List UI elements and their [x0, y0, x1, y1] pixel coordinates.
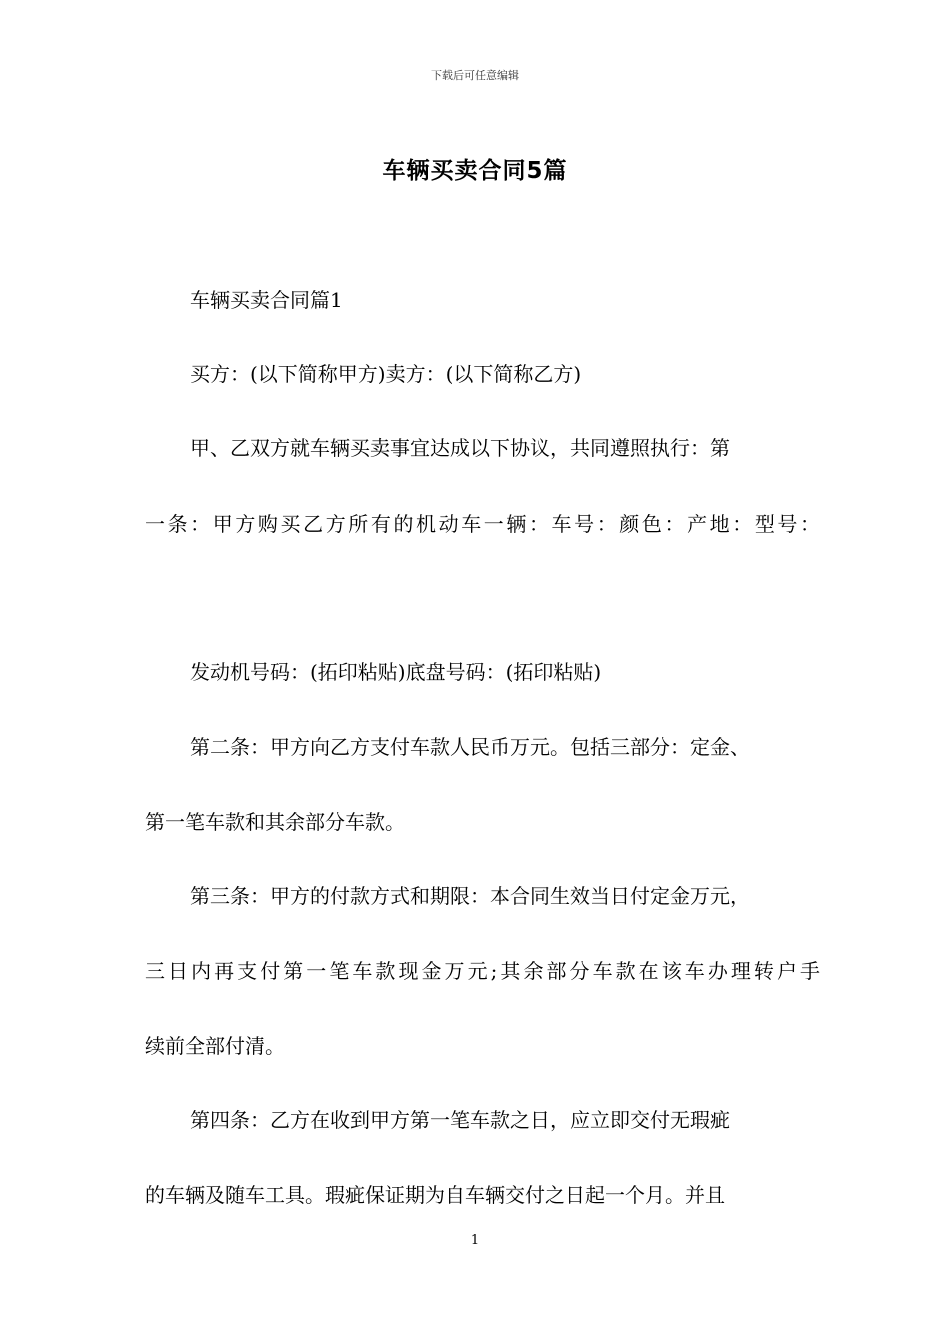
paragraph-line: 发动机号码：(拓印粘贴)底盘号码：(拓印粘贴)	[190, 660, 602, 684]
paragraph-line: 第一笔车款和其余部分车款。	[145, 810, 405, 834]
paragraph-line: 甲、乙双方就车辆买卖事宜达成以下协议，共同遵照执行：第	[190, 436, 730, 460]
paragraph-line: 三日内再支付第一笔车款现金万元;其余部分车款在该车办理转户手	[145, 959, 820, 983]
paragraph-line: 买方：(以下简称甲方)卖方：(以下简称乙方)	[190, 362, 582, 386]
paragraph-line: 第三条：甲方的付款方式和期限：本合同生效当日付定金万元，	[190, 884, 750, 908]
section-heading: 车辆买卖合同篇1	[190, 288, 343, 312]
paragraph-line: 一条：甲方购买乙方所有的机动车一辆：车号：颜色：产地：型号：	[145, 512, 820, 536]
paragraph-line: 的车辆及随车工具。瑕疵保证期为自车辆交付之日起一个月。并且	[145, 1183, 725, 1207]
document-title: 车辆买卖合同5篇	[382, 158, 568, 184]
paragraph-line: 第四条：乙方在收到甲方第一笔车款之日，应立即交付无瑕疵	[190, 1108, 730, 1132]
header-note: 下载后可任意编辑	[431, 69, 519, 82]
paragraph-line: 续前全部付清。	[145, 1034, 285, 1058]
page-number: 1	[470, 1233, 480, 1248]
paragraph-line: 第二条：甲方向乙方支付车款人民币万元。包括三部分：定金、	[190, 735, 750, 759]
